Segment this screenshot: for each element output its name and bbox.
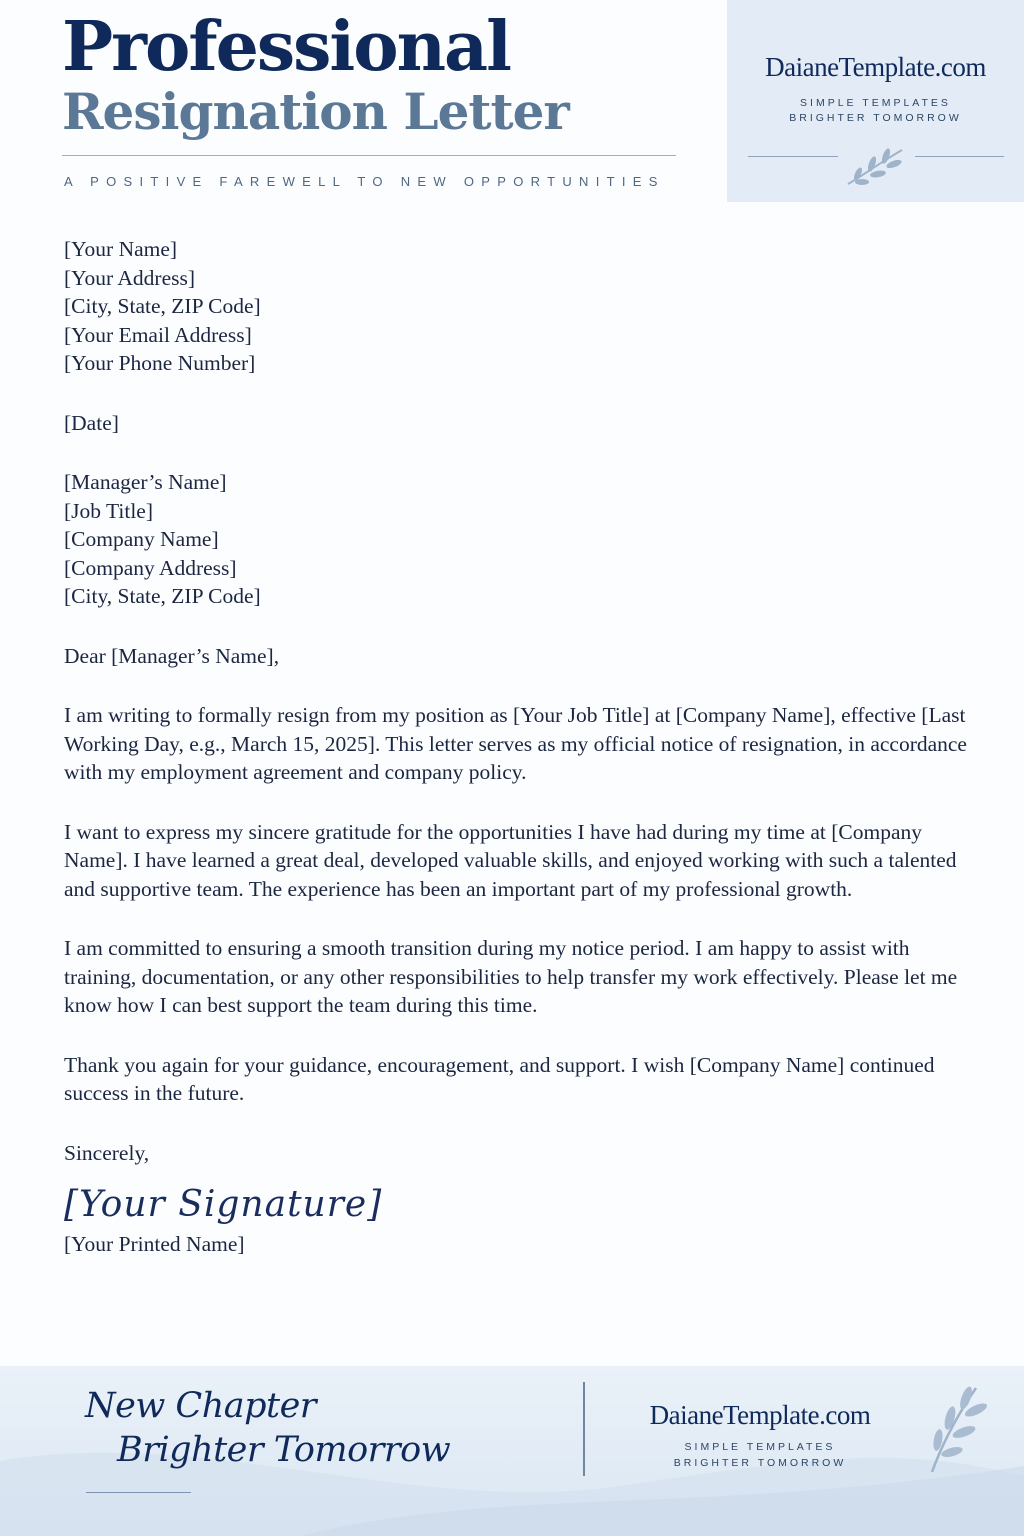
recipient-address: [Company Address] bbox=[64, 555, 237, 580]
sender-name: [Your Name] bbox=[64, 237, 178, 261]
footer-slogan-2: Brighter Tomorrow bbox=[117, 1430, 451, 1470]
brand-tagline-1: SIMPLE TEMPLATES bbox=[800, 97, 951, 109]
recipient-company: [Company Name] bbox=[64, 527, 219, 551]
leaf-branch-icon bbox=[918, 1380, 988, 1476]
sender-block bbox=[64, 235, 984, 378]
footer-brand-tagline-2: BRIGHTER TOMORROW bbox=[673, 1457, 847, 1469]
title-divider bbox=[62, 155, 676, 156]
paragraph: I am committed to ensuring a smooth transition during my notice period. I am happy to assist with training, documentation, or any other responsibilities to help transfer my work effectively. Please let me know how I can best support the team during this time. bbox=[64, 936, 958, 1017]
letter-body bbox=[64, 235, 984, 1258]
sender-phone: [Your Phone Number] bbox=[64, 351, 256, 375]
paragraph: I want to express my sincere gratitude for the opportunities I have had during my time at [Company Name]. I have learned a great deal, developed valuable skills, and enjoyed working with such a talented and supportive team. The experience has been an important part of my professional growth. bbox=[64, 819, 957, 901]
recipient-city: [City, State, ZIP Code] bbox=[64, 584, 261, 608]
printed-name: [Your Printed Name] bbox=[64, 1231, 245, 1256]
footer bbox=[0, 1366, 1024, 1536]
letter-date: [Date] bbox=[64, 410, 119, 435]
footer-brand-name: DaianeTemplate.com bbox=[649, 1400, 871, 1430]
title-line-1: Professional bbox=[62, 7, 510, 87]
sender-city: [City, State, ZIP Code] bbox=[64, 294, 261, 318]
header-tagline: A POSITIVE FAREWELL TO NEW OPPORTUNITIES bbox=[64, 174, 665, 189]
recipient-name: [Manager’s Name] bbox=[64, 470, 227, 494]
sender-address: [Your Address] bbox=[64, 265, 196, 290]
footer-slogan-1: New Chapter bbox=[85, 1386, 317, 1426]
footer-brand-tagline-1: SIMPLE TEMPLATES bbox=[684, 1441, 836, 1453]
brand-name: DaianeTemplate.com bbox=[765, 52, 986, 82]
closing: Sincerely, bbox=[64, 1140, 150, 1165]
title-line-2: Resignation Letter bbox=[62, 82, 569, 141]
brand-rule-left bbox=[748, 156, 838, 157]
brand-tagline-2: BRIGHTER TOMORROW bbox=[789, 112, 962, 124]
sender-email: [Your Email Address] bbox=[64, 322, 252, 347]
brand-panel bbox=[727, 0, 1024, 202]
footer-divider bbox=[583, 1382, 585, 1476]
recipient-block bbox=[64, 468, 984, 611]
paragraph: Thank you again for your guidance, encouragement, and support. I wish [Company Name] continued success in the future. bbox=[64, 1052, 935, 1105]
signature: [Your Signature] bbox=[64, 1184, 383, 1225]
recipient-title: [Job Title] bbox=[64, 498, 154, 523]
paragraph: I am writing to formally resign from my position as [Your Job Title] at [Company Name], effective [Last Working Day, e.g., March 15, 2025]. This letter serves as my official notice of resignation, in accordance with my employment agreement and company policy. bbox=[64, 703, 967, 784]
brand-rule-right bbox=[915, 156, 1004, 157]
salutation: Dear [Manager’s Name], bbox=[64, 643, 280, 668]
leaf-sprig-icon bbox=[842, 142, 908, 190]
footer-slogan-rule bbox=[86, 1492, 191, 1493]
